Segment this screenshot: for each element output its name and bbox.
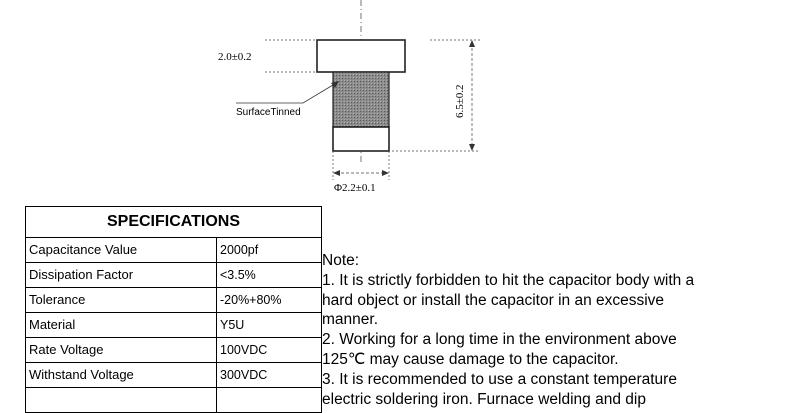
note-line: hard object or install the capacitor in an excessive (322, 291, 665, 309)
spec-value: 300VDC (217, 363, 322, 388)
table-row (26, 313, 322, 338)
capacitor-lead (333, 127, 389, 151)
spec-value: 2000pf (217, 238, 322, 263)
note-heading: Note: (322, 252, 360, 269)
spec-label: Dissipation Factor (26, 263, 217, 288)
surface-tinned-label: SurfaceTinned (236, 107, 301, 118)
spec-value: Y5U (217, 313, 322, 338)
dim-total-height: 6.5±0.2 (454, 84, 466, 118)
note-line: electric soldering iron. Furnace welding and dip (322, 390, 646, 408)
spec-value: -20%+80% (217, 288, 322, 313)
specifications-title: SPECIFICATIONS (26, 207, 322, 238)
note-line: 1. It is strictly forbidden to hit the capacitor body with a (322, 271, 695, 289)
table-row (26, 263, 322, 288)
note-line: manner. (322, 311, 379, 329)
table-row (26, 388, 322, 413)
spec-label: Withstand Voltage (26, 363, 217, 388)
spec-label: Capacitance Value (26, 238, 217, 263)
note-section (322, 251, 782, 409)
note-line: 125℃ may cause damage to the capacitor. (322, 350, 619, 368)
table-row (26, 363, 322, 388)
note-line: 3. It is recommended to use a constant temperature (322, 370, 677, 388)
table-row (26, 338, 322, 363)
table-row (26, 238, 322, 263)
capacitor-drawing (0, 0, 793, 205)
spec-label: Material (26, 313, 217, 338)
dim-diameter: Φ2.2±0.1 (334, 182, 376, 194)
dim-top-height: 2.0±0.2 (218, 51, 252, 63)
spec-label: Rate Voltage (26, 338, 217, 363)
capacitor-head (317, 40, 405, 72)
specifications-table (25, 206, 322, 413)
spec-value: <3.5% (217, 263, 322, 288)
capacitor-body (333, 72, 389, 127)
spec-value: 100VDC (217, 338, 322, 363)
spec-label: Tolerance (26, 288, 217, 313)
table-row (26, 288, 322, 313)
note-line: 2. Working for a long time in the environment above (322, 331, 677, 349)
